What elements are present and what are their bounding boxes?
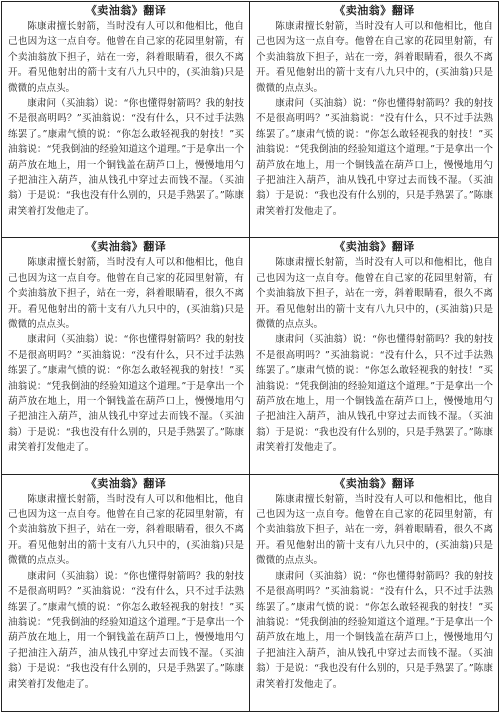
translation-card [2, 2, 250, 238]
translation-card [250, 475, 498, 711]
translation-card [2, 475, 250, 711]
card-title: 《卖油翁》翻译 [334, 4, 415, 17]
translation-card [250, 2, 498, 238]
card-title: 《卖油翁》翻译 [85, 4, 167, 17]
paragraph-1: 陈康肃擅长射箭，当时没有人可以和他相比，他自己也因为这一点自夸。他曾在自己家的花园里射箭，有个卖油翁放下担子，站在一旁，斜着眼睛看，很久不离开。看见他射出的箭十支有八九只中的，(买油翁)只是微微的点点头。 [256, 493, 493, 567]
paragraph-1: 陈康肃擅长射箭，当时没有人可以和他相比，他自己也因为这一点自夸。他曾在自己家的花园里射箭，有个卖油翁放下担子，站在一旁，斜着眼睛看，很久不离开。看见他射出的箭十支有八九只中的，(买油翁)只是微微的点点头。 [8, 493, 244, 567]
paragraph-2: 康肃问（买油翁）说：“你也懂得射箭吗？我的射技不是很高明吗？”买油翁说：“没有什么，只不过手法熟练罢了。”康肃气愤的说：“你怎么敢轻视我的射技！”买油翁说：“凭我倒油的经验知道这个道理。”于是拿出一个葫芦放在地上，用一个铜钱盖在葫芦口上，慢慢地用勺子把油注入葫芦，油从钱孔中穿过去而钱不湿。（买油翁）于是说：“我也没有什么别的，只是手熟罢了。”陈康肃笑着打发他走了。 [8, 570, 244, 690]
card-title: 《卖油翁》翻译 [85, 240, 167, 254]
paragraph-1: 陈康肃擅长射箭，当时没有人可以和他相比，他自己也因为这一点自夸。他曾在自己家的花园里射箭，有个卖油翁放下担子，站在一旁，斜着眼睛看，很久不离开。看见他射出的箭十支有八九只中的，(买油翁)只是微微的点点头。 [256, 21, 493, 94]
paragraph-1: 陈康肃擅长射箭，当时没有人可以和他相比，他自己也因为这一点自夸。他曾在自己家的花园里射箭，有个卖油翁放下担子，站在一旁，斜着眼睛看，很久不离开。看见他射出的箭十支有八九只中的，(买油翁)只是微微的点点头。 [8, 21, 244, 94]
card-title: 《卖油翁》翻译 [85, 476, 167, 490]
paragraph-2: 康肃问（买油翁）说：“你也懂得射箭吗？我的射技不是很高明吗？”买油翁说：“没有什么，只不过手法熟练罢了。”康肃气愤的说：“你怎么敢轻视我的射技！”买油翁说：“凭我倒油的经验知道这个道理。”于是拿出一个葫芦放在地上，用一个铜钱盖在葫芦口上，慢慢地用勺子把油注入葫芦，油从钱孔中穿过去而钱不湿。（买油翁）于是说：“我也没有什么别的，只是手熟罢了。”陈康肃笑着打发他走了。 [8, 334, 244, 454]
paragraph-2: 康肃问（买油翁）说：“你也懂得射箭吗？我的射技不是很高明吗？”买油翁说：“没有什么，只不过手法熟练罢了。”康肃气愤的说：“你怎么敢轻视我的射技！”买油翁说：“凭我倒油的经验知道这个道理。”于是拿出一个葫芦放在地上，用一个铜钱盖在葫芦口上，慢慢地用勺子把油注入葫芦，油从钱孔中穿过去而钱不湿。（买油翁）于是说：“我也没有什么别的，只是手熟罢了。”陈康肃笑着打发他走了。 [256, 334, 493, 454]
translation-card [2, 238, 250, 474]
card-title: 《卖油翁》翻译 [334, 476, 415, 490]
translation-card [250, 238, 498, 474]
paragraph-2: 康肃问（买油翁）说：“你也懂得射箭吗？我的射技不是很高明吗？”买油翁说：“没有什么，只不过手法熟练罢了。”康肃气愤的说：“你怎么敢轻视我的射技！”买油翁说：“凭我倒油的经验知道这个道理。”于是拿出一个葫芦放在地上，用一个铜钱盖在葫芦口上，慢慢地用勺子把油注入葫芦，油从钱孔中穿过去而钱不湿。（买油翁）于是说：“我也没有什么别的，只是手熟罢了。”陈康肃笑着打发他走了。 [256, 98, 493, 217]
paragraph-1: 陈康肃擅长射箭，当时没有人可以和他相比，他自己也因为这一点自夸。他曾在自己家的花园里射箭，有个卖油翁放下担子，站在一旁，斜着眼睛看，很久不离开。看见他射出的箭十支有八九只中的，(买油翁)只是微微的点点头。 [256, 257, 493, 330]
card-title: 《卖油翁》翻译 [334, 240, 415, 254]
paragraph-2: 康肃问（买油翁）说：“你也懂得射箭吗？我的射技不是很高明吗？”买油翁说：“没有什么，只不过手法熟练罢了。”康肃气愤的说：“你怎么敢轻视我的射技！”买油翁说：“凭我倒油的经验知道这个道理。”于是拿出一个葫芦放在地上，用一个铜钱盖在葫芦口上，慢慢地用勺子把油注入葫芦，油从钱孔中穿过去而钱不湿。（买油翁）于是说：“我也没有什么别的，只是手熟罢了。”陈康肃笑着打发他走了。 [256, 570, 493, 690]
paragraph-1: 陈康肃擅长射箭，当时没有人可以和他相比，他自己也因为这一点自夸。他曾在自己家的花园里射箭，有个卖油翁放下担子，站在一旁，斜着眼睛看，很久不离开。看见他射出的箭十支有八九只中的，(买油翁)只是微微的点点头。 [8, 257, 244, 330]
paragraph-2: 康肃问（买油翁）说：“你也懂得射箭吗？我的射技不是很高明吗？”买油翁说：“没有什么，只不过手法熟练罢了。”康肃气愤的说：“你怎么敢轻视我的射技！”买油翁说：“凭我倒油的经验知道这个道理。”于是拿出一个葫芦放在地上，用一个铜钱盖在葫芦口上，慢慢地用勺子把油注入葫芦，油从钱孔中穿过去而钱不湿。（买油翁）于是说：“我也没有什么别的，只是手熟罢了。”陈康肃笑着打发他走了。 [8, 98, 244, 217]
translation-sheet [1, 1, 499, 712]
